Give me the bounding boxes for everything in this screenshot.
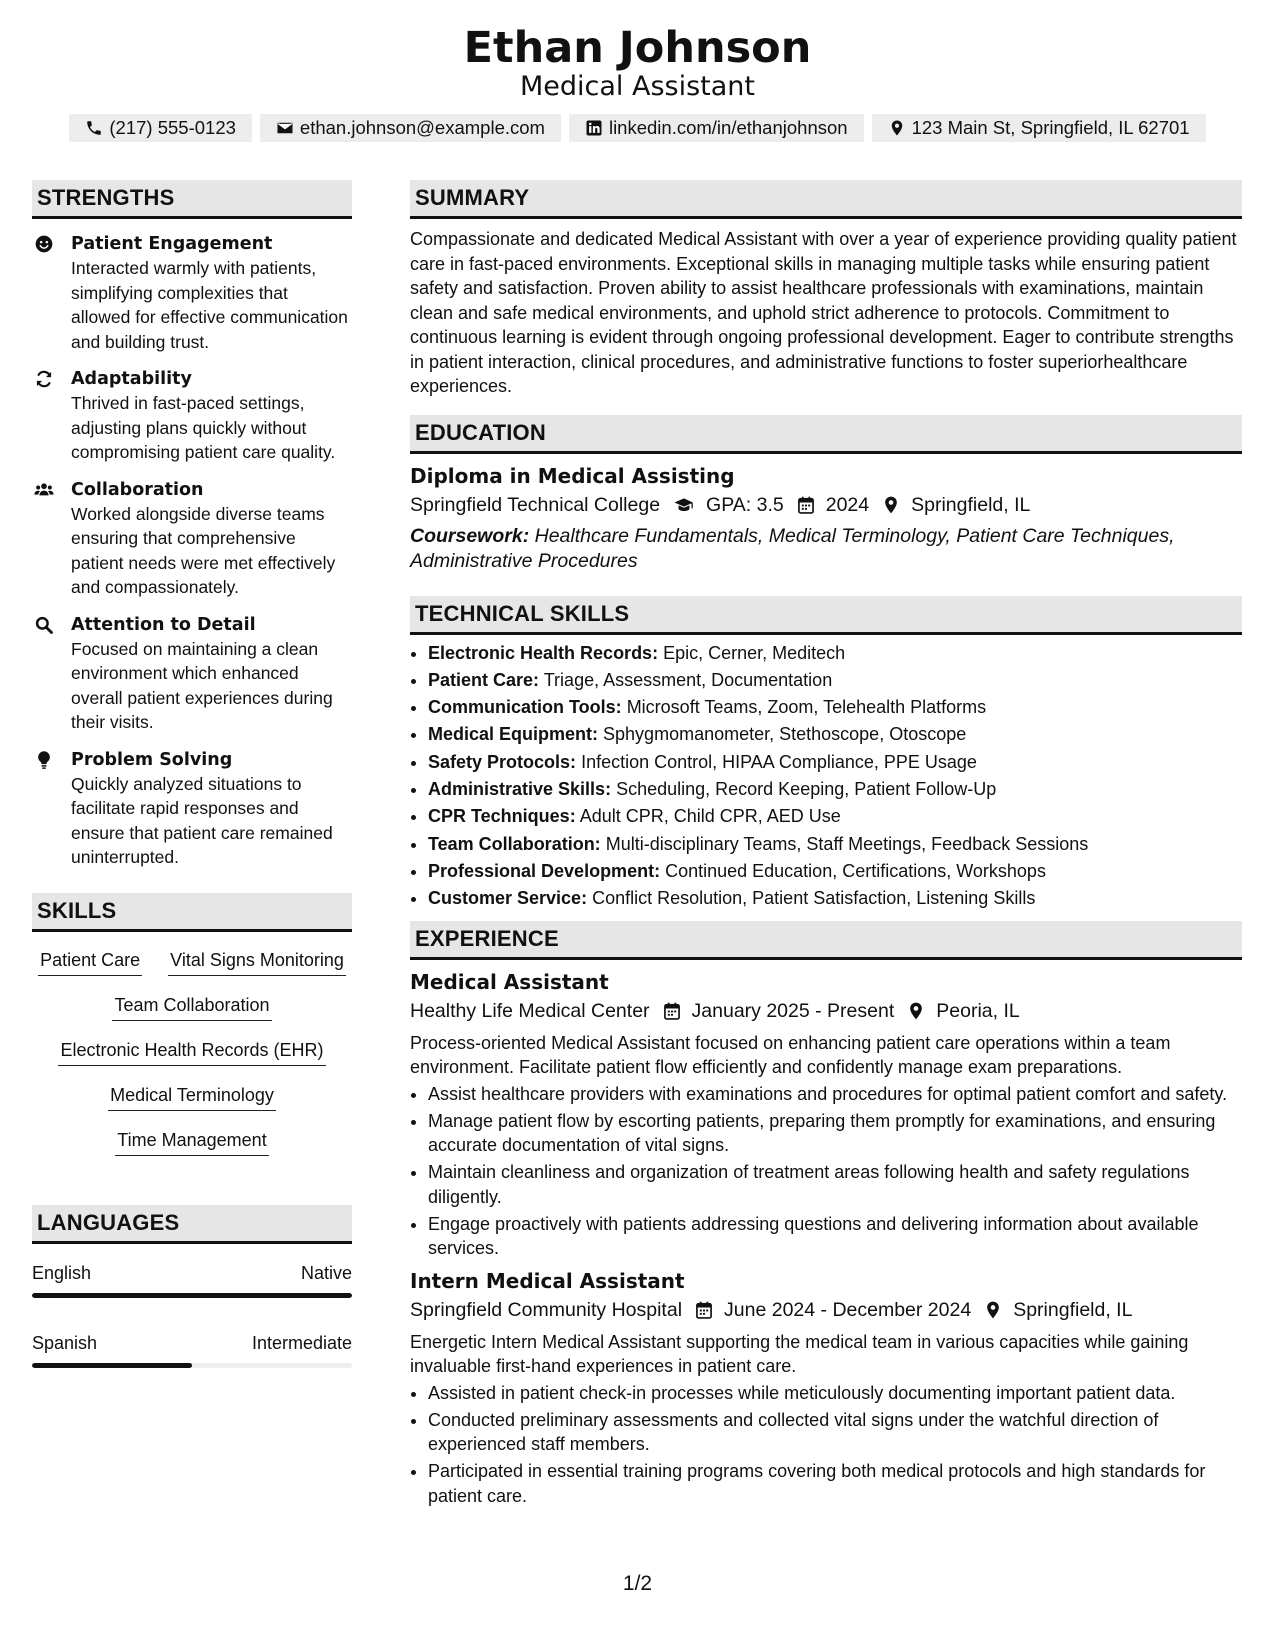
strength-item [32, 613, 352, 735]
skill-category: CPR Techniques: [428, 806, 576, 827]
coursework [410, 524, 1242, 574]
job-bullets [410, 1381, 1242, 1509]
list-item [428, 804, 1242, 829]
strength-title: Attention to Detail [71, 614, 256, 635]
contact-linkedin[interactable] [569, 114, 864, 142]
strength-desc: Worked alongside diverse teams ensuring that comprehensive patient needs were met effectively and compassionately. [71, 503, 336, 597]
graduation-cap-icon [672, 495, 696, 515]
technical-skills-list [410, 641, 1242, 911]
education-meta [410, 490, 1242, 520]
summary-heading: SUMMARY [410, 180, 1242, 219]
company-name: Springfield Community Hospital [410, 1298, 683, 1321]
technical-skills-heading: TECHNICAL SKILLS [410, 596, 1242, 635]
strengths-heading: STRENGTHS [32, 180, 352, 219]
strength-desc: Interacted warmly with patients, simplifying complexities that allowed for effective communication and building trust. [71, 258, 348, 352]
lightbulb-icon [34, 750, 54, 770]
skill-category: Professional Development: [428, 860, 661, 881]
skill-category: Communication Tools: [428, 697, 622, 718]
skill-category: Safety Protocols: [428, 751, 577, 772]
job-meta [410, 996, 1242, 1026]
contact-phone[interactable] [69, 114, 252, 142]
list-item: • Manage patient flow by escorting patients, preparing them promptly for examinations, and ensuring accurate documentation of vital signs. [428, 1109, 1242, 1158]
education-location: Springfield, IL [911, 493, 1031, 516]
list-item: • Assist healthcare providers with examinations and procedures for optimal patient comfort and safety. [428, 1082, 1242, 1107]
skill-tag: Medical Terminology [108, 1083, 276, 1111]
candidate-name: Ethan Johnson [463, 23, 812, 73]
skills-heading: SKILLS [32, 893, 352, 932]
language-proficiency-bar [32, 1363, 352, 1368]
experience-entry [410, 1267, 1242, 1509]
search-icon [34, 615, 54, 635]
language-item [32, 1261, 352, 1298]
skill-values: Infection Control, HIPAA Compliance, PPE Usage [581, 751, 977, 772]
skill-values: Adult CPR, Child CPR, AED Use [579, 806, 841, 827]
linkedin-icon [585, 119, 603, 137]
strength-item [32, 748, 352, 870]
language-proficiency-fill [32, 1293, 352, 1298]
graduation-year: 2024 [825, 493, 870, 516]
right-column [410, 180, 1242, 1511]
map-pin-icon [881, 495, 901, 515]
education-heading: EDUCATION [410, 415, 1242, 454]
strength-item [32, 478, 352, 600]
job-dates: January 2025 - Present [691, 999, 895, 1022]
contact-linkedin-text: linkedin.com/in/ethanjohnson [608, 117, 848, 138]
job-location: Peoria, IL [936, 999, 1020, 1022]
skill-category: Patient Care: [428, 669, 540, 690]
strength-desc: Quickly analyzed situations to facilitate rapid responses and ensure that patient care remained uninterrupted. [71, 773, 333, 867]
skill-tag: Time Management [115, 1128, 268, 1156]
job-title: Intern Medical Assistant [410, 1268, 685, 1293]
coursework-list: Healthcare Fundamentals, Medical Terminology, Patient Care Techniques, Administrative Procedures [410, 524, 1175, 572]
skill-category: Team Collaboration: [428, 833, 601, 854]
list-item [428, 832, 1242, 857]
list-item [428, 777, 1242, 802]
list-item [428, 859, 1242, 884]
list-item: • Maintain cleanliness and organization of treatment areas following health and safety regulations diligently. [428, 1160, 1242, 1209]
calendar-icon [662, 1001, 682, 1021]
map-pin-icon [983, 1300, 1003, 1320]
language-level: Native [300, 1262, 352, 1283]
contact-bar [0, 114, 1275, 142]
candidate-title: Medical Assistant [519, 71, 756, 102]
skill-values: Multi-disciplinary Teams, Staff Meetings, Feedback Sessions [605, 833, 1089, 854]
strength-title: Adaptability [71, 369, 192, 389]
gpa: GPA: 3.5 [706, 493, 784, 516]
degree-title: Diploma in Medical Assisting [410, 463, 735, 488]
summary-text: Compassionate and dedicated Medical Assistant with over a year of experience providing quality patient care in fast-paced environments. Exceptional skills in managing multiple tasks while ensuring patient safety and satisfaction. Proven ability to assist healthcare professionals with examinations, maintain clean and safe medical environments, and uphold strict adherence to protocols. Commitment to continuous learning is evident through ongoing professional development. Eager to contribute strengths in patient interaction, clinical procedures, and administrative functions to foster superiorhealthcare experiences. [410, 229, 1237, 396]
skill-category: Medical Equipment: [428, 724, 599, 745]
language-level: Intermediate [251, 1332, 352, 1353]
skill-values: Triage, Assessment, Documentation [543, 669, 833, 690]
job-meta [410, 1295, 1242, 1325]
page-number: 1/2 [622, 1572, 653, 1595]
strength-desc: Focused on maintaining a clean environment which enhanced overall patient experiences during their visits. [71, 638, 333, 732]
skill-tag: Patient Care [38, 948, 142, 976]
sync-icon [34, 369, 54, 389]
skill-values: Scheduling, Record Keeping, Patient Follow-Up [616, 778, 997, 799]
list-item [428, 695, 1242, 720]
strength-item [32, 367, 352, 465]
strength-desc: Thrived in fast-paced settings, adjusting plans quickly without compromising patient care quality. [71, 393, 336, 462]
skill-category: Administrative Skills: [428, 778, 612, 799]
calendar-icon [694, 1300, 714, 1320]
skill-values: Epic, Cerner, Meditech [663, 642, 846, 663]
coursework-label: Coursework: [410, 524, 530, 547]
list-item [428, 886, 1242, 911]
language-name: Spanish [32, 1332, 98, 1353]
list-item: • Participated in essential training programs covering both medical protocols and high standards for patient care. [428, 1459, 1242, 1508]
list-item: • Assisted in patient check-in processes while meticulously documenting important patient data. [428, 1381, 1242, 1406]
language-proficiency-fill [32, 1363, 192, 1368]
job-title: Medical Assistant [410, 969, 609, 994]
users-icon [32, 480, 56, 500]
phone-icon [85, 119, 103, 137]
skill-tag: Electronic Health Records (EHR) [58, 1038, 325, 1066]
experience-entry [410, 968, 1242, 1261]
smile-icon [34, 234, 54, 254]
job-summary: Process-oriented Medical Assistant focused on enhancing patient care operations within a team environment. Facilitate patient flow efficiently and confidently manage exam preparations. [410, 1032, 1171, 1078]
list-item: • Conducted preliminary assessments and collected vital signs under the watchful direction of experienced staff members. [428, 1408, 1242, 1457]
language-proficiency-bar [32, 1293, 352, 1298]
language-name: English [32, 1262, 92, 1283]
left-column [32, 180, 352, 1368]
job-bullets [410, 1082, 1242, 1261]
contact-address [872, 114, 1206, 142]
skill-category: Customer Service: [428, 888, 588, 909]
list-item [428, 750, 1242, 775]
language-item [32, 1331, 352, 1368]
skill-category: Electronic Health Records: [428, 642, 659, 663]
list-item: • Engage proactively with patients addressing questions and delivering information about available services. [428, 1212, 1242, 1261]
map-pin-icon [906, 1001, 926, 1021]
strength-title: Collaboration [71, 479, 204, 500]
skill-values: Conflict Resolution, Patient Satisfaction, Listening Skills [592, 888, 1036, 909]
strength-item [32, 232, 352, 354]
list-item [428, 668, 1242, 693]
contact-phone-text: (217) 555-0123 [109, 117, 236, 138]
school-name: Springfield Technical College [410, 493, 661, 516]
job-location: Springfield, IL [1013, 1298, 1133, 1321]
skill-values: Microsoft Teams, Zoom, Telehealth Platforms [626, 697, 987, 718]
company-name: Healthy Life Medical Center [410, 999, 650, 1022]
strength-title: Patient Engagement [71, 234, 273, 254]
skill-tag: Team Collaboration [112, 993, 271, 1021]
skill-values: Sphygmomanometer, Stethoscope, Otoscope [603, 724, 967, 745]
languages-heading: LANGUAGES [32, 1205, 352, 1244]
envelope-icon [276, 119, 294, 137]
skill-tag: Vital Signs Monitoring [168, 948, 346, 976]
job-summary: Energetic Intern Medical Assistant supporting the medical team in various capacities while gaining invaluable first-hand experiences in patient care. [410, 1331, 1189, 1377]
skill-values: Continued Education, Certifications, Workshops [665, 860, 1046, 881]
strength-title: Problem Solving [71, 749, 233, 770]
experience-heading: EXPERIENCE [410, 921, 1242, 960]
contact-email-text: ethan.johnson@example.com [299, 117, 545, 138]
map-pin-icon [888, 119, 906, 137]
list-item [428, 641, 1242, 666]
contact-email[interactable] [260, 114, 561, 142]
list-item [428, 722, 1242, 747]
calendar-icon [796, 495, 816, 515]
contact-address-text: 123 Main St, Springfield, IL 62701 [911, 117, 1190, 138]
job-dates: June 2024 - December 2024 [724, 1298, 972, 1321]
skills-tag-list [32, 932, 352, 1156]
